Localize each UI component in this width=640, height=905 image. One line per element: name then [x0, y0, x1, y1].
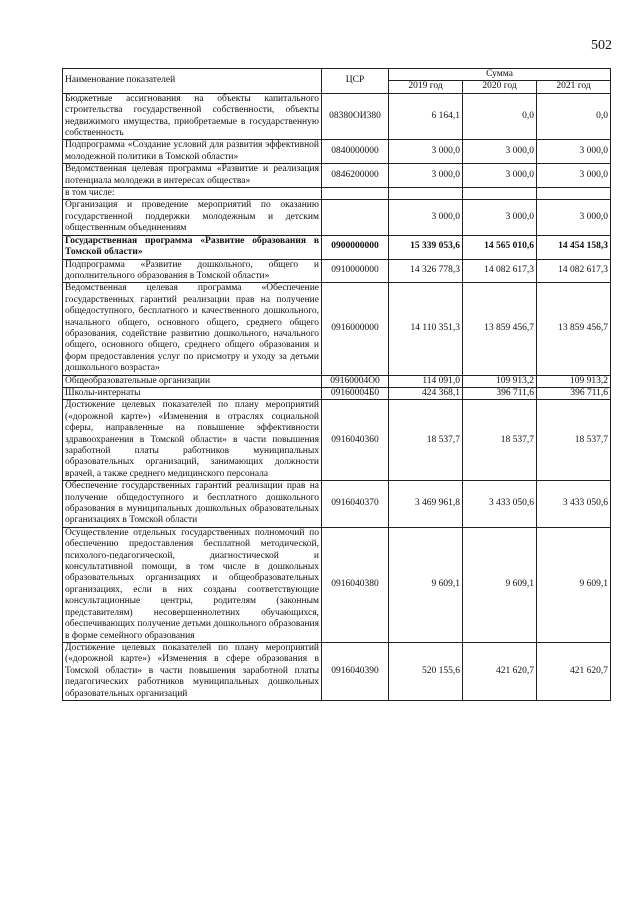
page-number: 502: [591, 38, 612, 53]
row-value-2020: [463, 188, 537, 200]
header-sum: Сумма: [389, 69, 611, 81]
row-name: Подпрограмма «Создание условий для развития эффективной молодежной политики в Томской области»: [63, 140, 322, 164]
row-name: Достижение целевых показателей по плану мероприятий («дорожной карте») «Изменения в сфере образования в Томской области» в части повышения заработной платы педагогических работников муниципальных дошкольных образовательных организаций: [63, 642, 322, 700]
row-value-2021: 3 000,0: [537, 140, 611, 164]
row-code: 09160004О0: [322, 375, 389, 387]
row-value-2020: 14 565 010,6: [463, 235, 537, 259]
row-value-2020: 3 000,0: [463, 164, 537, 188]
row-value-2020: 0,0: [463, 93, 537, 140]
row-value-2021: 396 711,6: [537, 387, 611, 399]
row-value-2019: 3 469 961,8: [389, 481, 463, 528]
row-value-2019: 424 368,1: [389, 387, 463, 399]
table-row: [63, 140, 611, 164]
header-name: Наименование показателей: [63, 69, 322, 94]
table-row: [63, 283, 611, 375]
table-row: [63, 188, 611, 200]
row-value-2019: 114 091,0: [389, 375, 463, 387]
table-row: [63, 400, 611, 481]
row-code: 0846200000: [322, 164, 389, 188]
row-value-2021: 13 859 456,7: [537, 283, 611, 375]
row-name: Общеобразовательные организации: [63, 375, 322, 387]
header-code: ЦСР: [322, 69, 389, 94]
row-code: 0840000000: [322, 140, 389, 164]
row-name: Достижение целевых показателей по плану мероприятий («дорожной карте») «Изменения в отраслях социальной сферы, направленные на повышение эффективности здравоохранения в Томской области» в части повышения заработной платы работников муниципальных образовательных организаций, занимающих должности врачей, а также среднего медицинского персонала: [63, 400, 322, 481]
row-value-2020: 3 433 050,6: [463, 481, 537, 528]
table-row: [63, 375, 611, 387]
row-value-2021: 3 433 050,6: [537, 481, 611, 528]
header-row: [63, 69, 611, 81]
row-name: Осуществление отдельных государственных полномочий по обеспечению предоставления бесплатной методической, психолого-педагогической, диагностической и консультативной помощи, в том числе в дошкольных образовательных организациях и общеобразовательных организациях, если в них созданы соответствующие консультационные центры, родителям (законным представителям) несовершеннолетних обучающихся, обеспечивающих получение детьми дошкольного образования в форме семейного образования: [63, 527, 322, 642]
row-value-2020: 14 082 617,3: [463, 259, 537, 283]
row-value-2019: 9 609,1: [389, 527, 463, 642]
row-name: Бюджетные ассигнования на объекты капитального строительства государственной собственности, объекты недвижимого имущества, приобретаемые в государственную собственность: [63, 93, 322, 140]
row-value-2021: 109 913,2: [537, 375, 611, 387]
row-name: Организация и проведение мероприятий по оказанию государственной поддержки молодежным и детским общественным объединениям: [63, 200, 322, 235]
table-row: [63, 642, 611, 700]
row-value-2021: 3 000,0: [537, 164, 611, 188]
row-code: 08380ОИ380: [322, 93, 389, 140]
row-code: [322, 188, 389, 200]
budget-table: [62, 68, 611, 701]
table-row: [63, 164, 611, 188]
row-value-2021: 9 609,1: [537, 527, 611, 642]
row-value-2019: 3 000,0: [389, 200, 463, 235]
row-code: 09160004Б0: [322, 387, 389, 399]
row-code: [322, 200, 389, 235]
table-row: [63, 387, 611, 399]
row-name: в том числе:: [63, 188, 322, 200]
table-row: [63, 235, 611, 259]
row-value-2019: 15 339 053,6: [389, 235, 463, 259]
row-code: 0916040380: [322, 527, 389, 642]
row-value-2021: 14 454 158,3: [537, 235, 611, 259]
row-value-2020: 13 859 456,7: [463, 283, 537, 375]
row-value-2020: 109 913,2: [463, 375, 537, 387]
row-name: Ведомственная целевая программа «Развитие и реализация потенциала молодежи в интересах общества»: [63, 164, 322, 188]
row-code: 0910000000: [322, 259, 389, 283]
row-name: Подпрограмма «Развитие дошкольного, общего и дополнительного образования в Томской области»: [63, 259, 322, 283]
row-name: Ведомственная целевая программа «Обеспечение государственных гарантий реализации прав на получение общедоступного, бесплатного и качественного дошкольного, начального общего, основного общего, среднего общего образования, содействие развитию дошкольного, начального общего, основного общего, среднего общего образования и форм предоставления услуг по присмотру и уходу за детьми дошкольного возраста»: [63, 283, 322, 375]
row-value-2021: 0,0: [537, 93, 611, 140]
row-value-2019: 14 326 778,3: [389, 259, 463, 283]
table-row: [63, 527, 611, 642]
row-value-2020: 18 537,7: [463, 400, 537, 481]
row-value-2021: 3 000,0: [537, 200, 611, 235]
row-name: Государственная программа «Развитие образования в Томской области»: [63, 235, 322, 259]
row-value-2021: [537, 188, 611, 200]
row-value-2020: 3 000,0: [463, 140, 537, 164]
table-row: [63, 259, 611, 283]
header-year-2019: 2019 год: [389, 81, 463, 93]
row-value-2019: 3 000,0: [389, 140, 463, 164]
row-name: Обеспечение государственных гарантий реализации прав на получение общедоступного и бесплатного дошкольного образования в муниципальных дошкольных образовательных организациях в Томской области: [63, 481, 322, 528]
table-row: [63, 200, 611, 235]
row-value-2019: 14 110 351,3: [389, 283, 463, 375]
row-value-2019: 18 537,7: [389, 400, 463, 481]
row-value-2021: 14 082 617,3: [537, 259, 611, 283]
table-row: [63, 481, 611, 528]
row-name: Школы-интернаты: [63, 387, 322, 399]
row-value-2021: 18 537,7: [537, 400, 611, 481]
row-value-2021: 421 620,7: [537, 642, 611, 700]
row-value-2019: 520 155,6: [389, 642, 463, 700]
row-code: 0916040370: [322, 481, 389, 528]
row-value-2020: 3 000,0: [463, 200, 537, 235]
row-value-2020: 396 711,6: [463, 387, 537, 399]
header-year-2020: 2020 год: [463, 81, 537, 93]
row-value-2020: 421 620,7: [463, 642, 537, 700]
table-row: [63, 93, 611, 140]
row-code: 0900000000: [322, 235, 389, 259]
row-value-2019: 6 164,1: [389, 93, 463, 140]
row-value-2019: 3 000,0: [389, 164, 463, 188]
row-code: 0916000000: [322, 283, 389, 375]
row-value-2020: 9 609,1: [463, 527, 537, 642]
row-value-2019: [389, 188, 463, 200]
row-code: 0916040360: [322, 400, 389, 481]
header-year-2021: 2021 год: [537, 81, 611, 93]
row-code: 0916040390: [322, 642, 389, 700]
